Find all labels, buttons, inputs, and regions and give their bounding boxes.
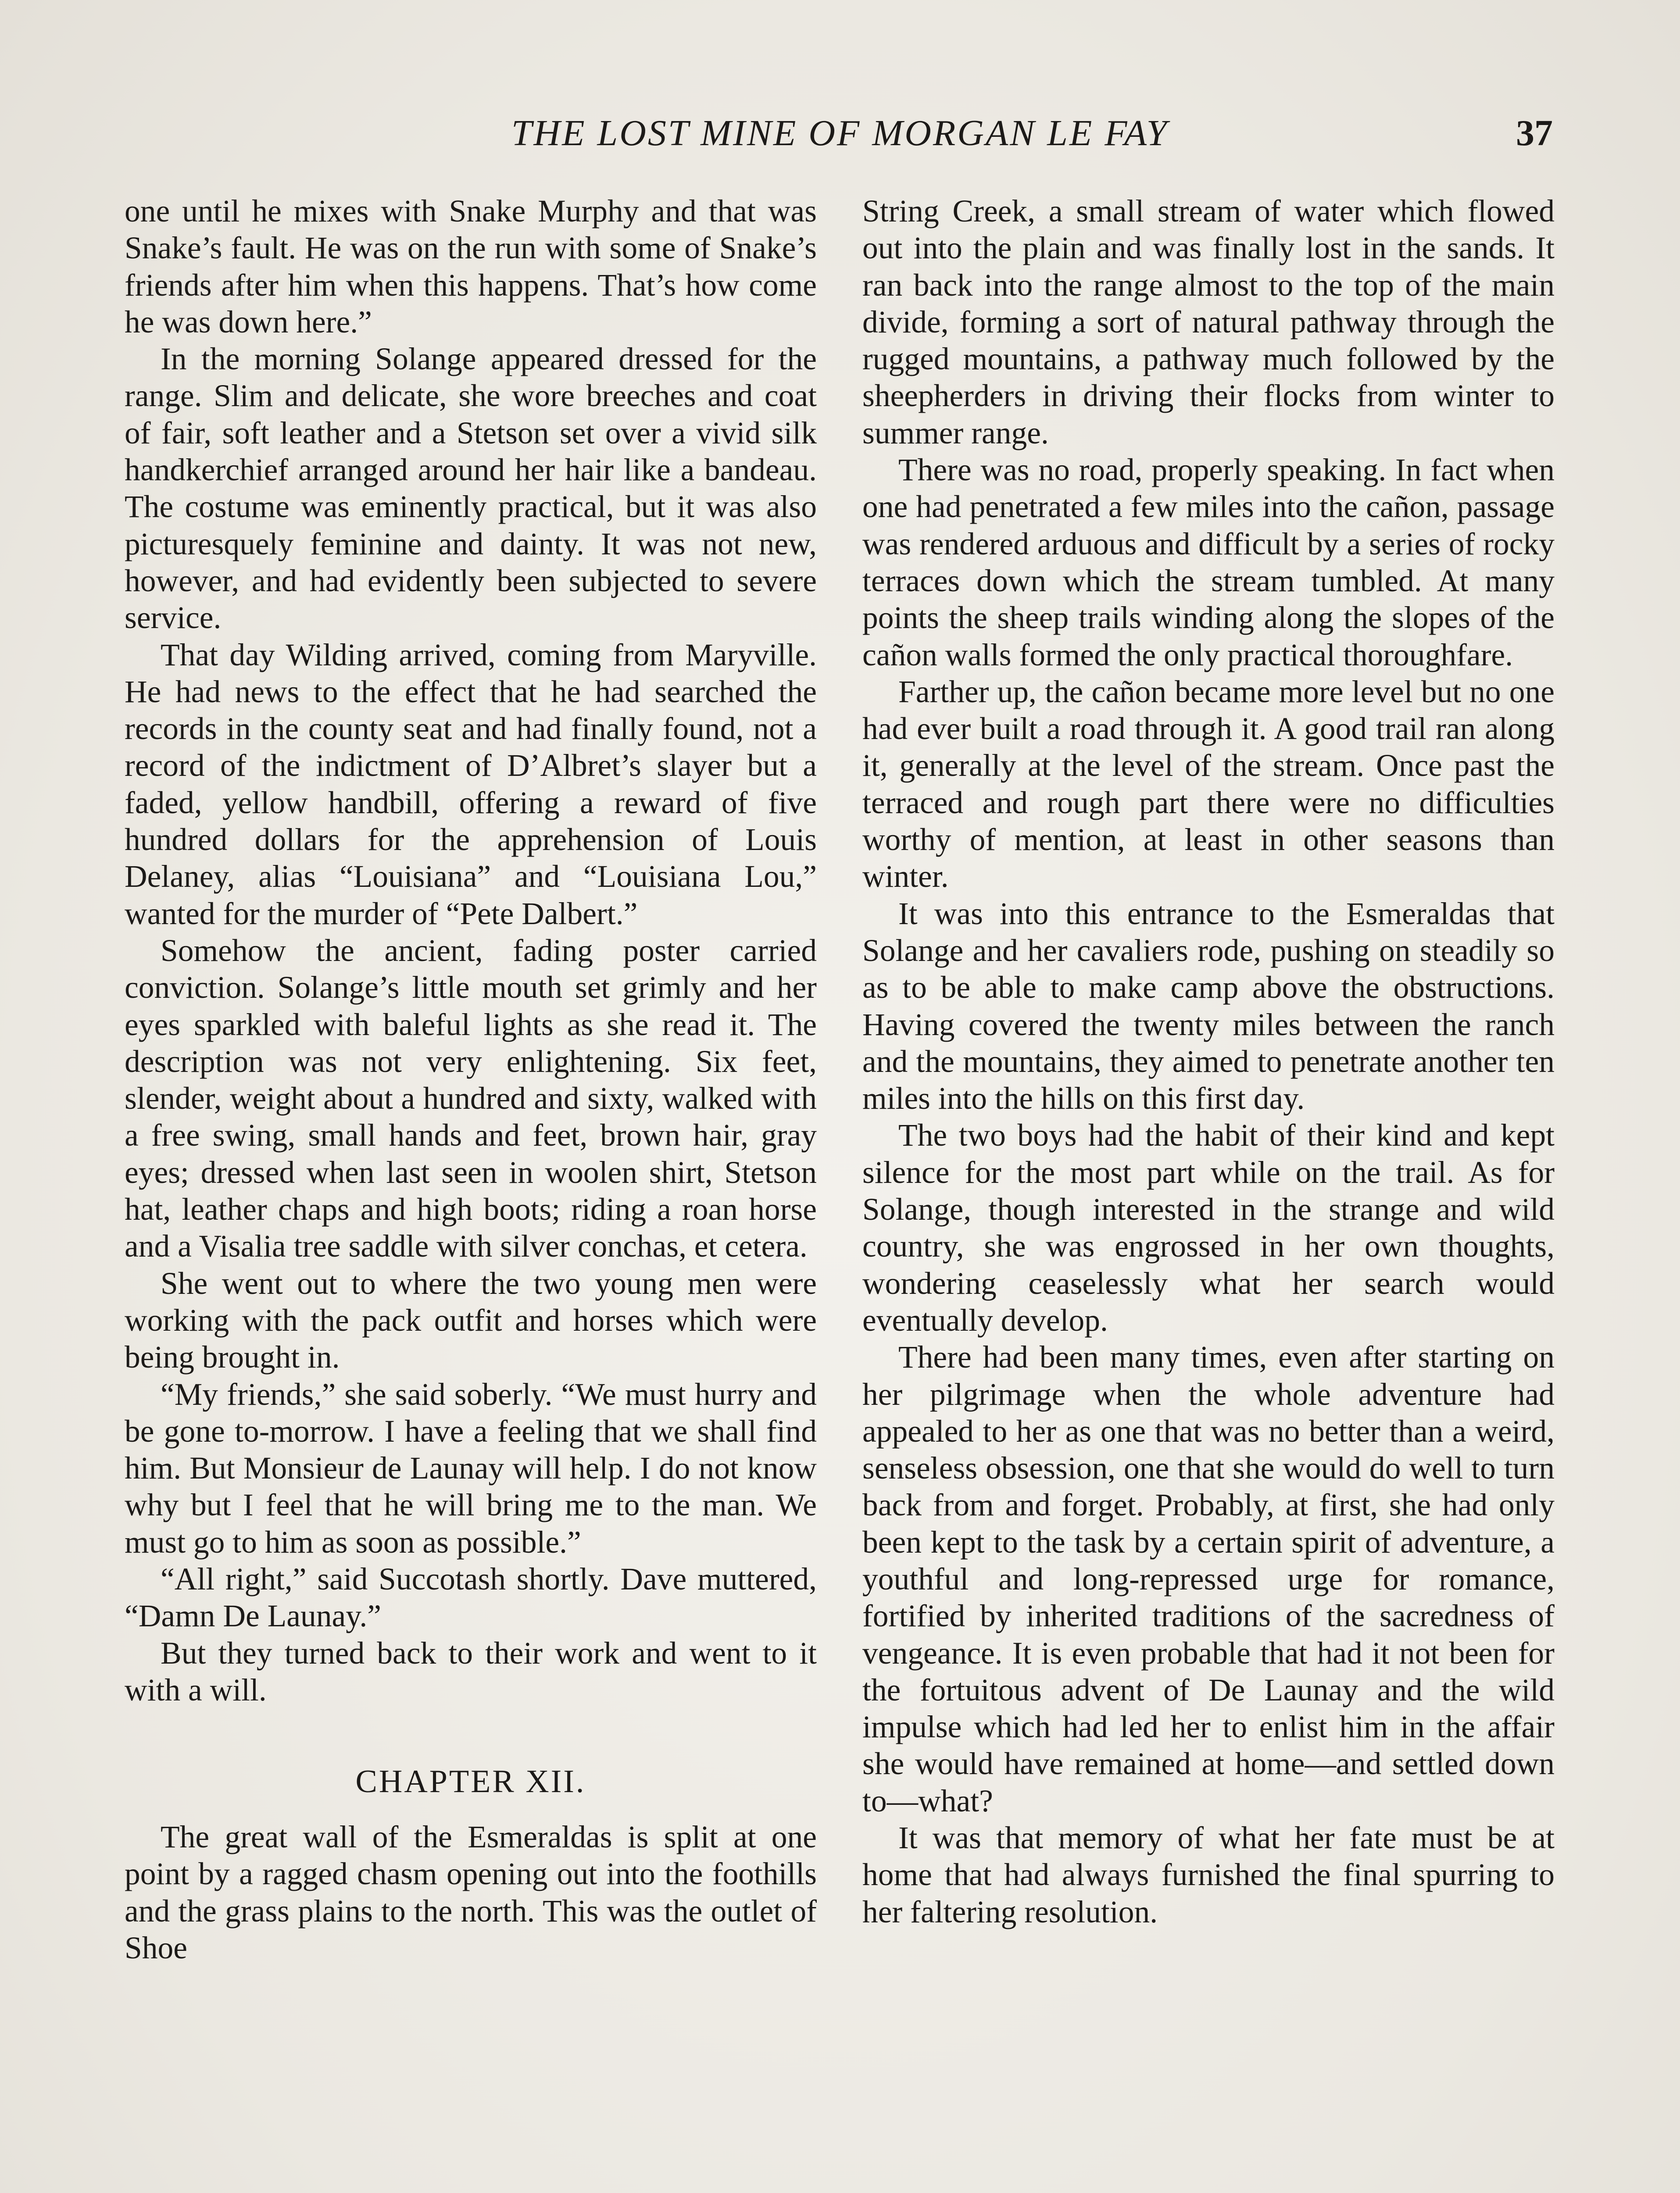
page-number: 37 <box>1516 113 1553 154</box>
paragraph: In the morning Solange appeared dressed for the range. Slim and delicate, she wore breeches and coat of fair, soft leather and a Stetson set over a vivid silk handkerchief arranged around her hair like a bandeau. The costume was eminently practical, but it was also picturesquely feminine and dainty. It was not new, however, and had evidently been subjected to severe service. <box>125 342 817 636</box>
right-column <box>862 193 1555 1931</box>
paragraph: The great wall of the Esmeraldas is split at one point by a ragged chasm opening out into the foothills and the grass plains to the north. This was the outlet of Shoe <box>125 1820 817 1966</box>
paragraph: She went out to where the two young men were working with the pack outfit and horses which were being brought in. <box>125 1266 817 1375</box>
paragraph: one until he mixes with Snake Murphy and that was Snake’s fault. He was on the run with some of Snake’s friends after him when this happens. That’s how come he was down here.” <box>125 194 817 339</box>
paragraph: But they turned back to their work and went to it with a will. <box>125 1636 817 1707</box>
paragraph: String Creek, a small stream of water which flowed out into the plain and was finally lost in the sands. It ran back into the range almost to the top of the main divide, forming a sort of natural pathway through the rugged mountains, a pathway much followed by the sheepherders in driving their flocks from winter to summer range. <box>862 194 1555 450</box>
paragraph: There had been many times, even after starting on her pilgrimage when the whole adventure had appealed to her as one that was no better than a weird, senseless obsession, one that she would do well to turn back from and forget. Probably, at first, she had only been kept to the task by a certain spirit of adventure, a youthful and long-repressed urge for romance, fortified by inherited traditions of the sacredness of vengeance. It is even probable that had it not been for the fortuitous advent of De Launay and the wild impulse which had led her to enlist him in the affair she would have remained at home—and settled down to—what? <box>862 1340 1555 1818</box>
paragraph: “All right,” said Succotash shortly. Dave muttered, “Damn De Launay.” <box>125 1561 817 1634</box>
paragraph: Somehow the ancient, fading poster carried conviction. Solange’s little mouth set grimly and her eyes sparkled with baleful lights as she read it. The description was not very enlightening. Six feet, slender, weight about a hundred and sixty, walked with a free swing, small hands and feet, brown hair, gray eyes; dressed when last seen in woolen shirt, Stetson hat, leather chaps and high boots; riding a roan horse and a Visalia tree saddle with silver conchas, et cetera. <box>125 933 817 1264</box>
paragraph: There was no road, properly speaking. In fact when one had penetrated a few miles into the cañon, passage was rendered arduous and difficult by a series of rocky terraces down which the stream tumbled. At many points the sheep trails winding along the slopes of the cañon walls formed the only practical thoroughfare. <box>862 453 1555 672</box>
left-column <box>125 193 817 1967</box>
paragraph: It was that memory of what her fate must be at home that had always furnished the final spurring to her faltering resolution. <box>862 1821 1555 1929</box>
paragraph: “My friends,” she said soberly. “We must hurry and be gone to-morrow. I have a feeling that we shall find him. But Monsieur de Launay will help. I do not know why but I feel that he will bring me to the man. We must go to him as soon as possible.” <box>125 1377 817 1560</box>
paragraph: That day Wilding arrived, coming from Maryville. He had news to the effect that he had searched the records in the county seat and had finally found, not a record of the indictment of D’Albret’s slayer but a faded, yellow handbill, offering a reward of five hundred dollars for the apprehension of Louis Delaney, alias “Louisiana” and “Louisiana Lou,” wanted for the murder of “Pete Dalbert.” <box>125 637 817 931</box>
paragraph: The two boys had the habit of their kind and kept silence for the most part while on the trail. As for Solange, though interested in the strange and wild country, she was engrossed in her own thoughts, wondering ceaselessly what her search would eventually develop. <box>862 1118 1555 1338</box>
chapter-heading: CHAPTER XII. <box>355 1764 586 1800</box>
page-header <box>127 112 1553 160</box>
paragraph: Farther up, the cañon became more level but no one had ever built a road through it. A good trail ran along it, generally at the level of the stream. Once past the terraced and rough part there were no difficulties worthy of mention, at least in other seasons than winter. <box>862 674 1555 894</box>
running-title: THE LOST MINE OF MORGAN LE FAY <box>511 113 1169 154</box>
paragraph: It was into this entrance to the Esmeraldas that Solange and her cavaliers rode, pushing on steadily so as to be able to make camp above the obstructions. Having covered the twenty miles between the ranch and the mountains, they aimed to penetrate another ten miles into the hills on this first day. <box>862 896 1555 1116</box>
